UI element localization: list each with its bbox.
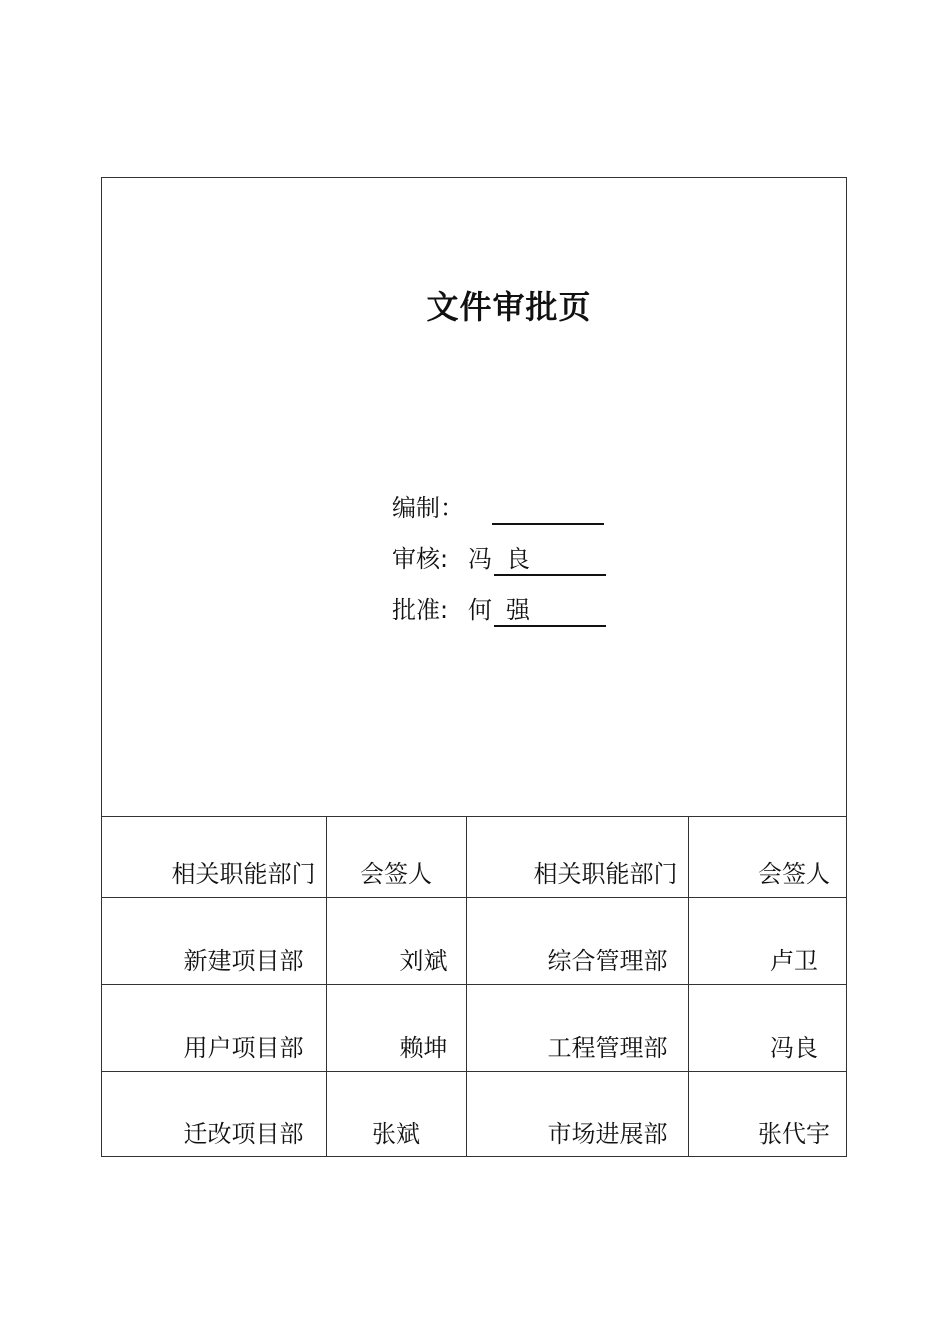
signer-cell: 张斌 [326, 1072, 466, 1158]
table-row [102, 898, 846, 985]
header-cell: 会签人 [326, 817, 466, 898]
department-cell: 综合管理部 [466, 898, 688, 985]
signer-cell: 张代宇 [688, 1072, 846, 1158]
page-title: 文件审批页 [426, 288, 592, 326]
department-cell: 迁改项目部 [102, 1072, 326, 1158]
table-row [102, 1072, 846, 1158]
department-cell: 市场进展部 [466, 1072, 688, 1158]
header-cell: 相关职能部门 [102, 817, 326, 898]
department-cell: 新建项目部 [102, 898, 326, 985]
signer-cell: 刘斌 [326, 898, 466, 985]
table-header-row [102, 817, 846, 898]
signature-name: 冯良 [468, 545, 544, 573]
table-row [102, 985, 846, 1072]
signature-underline [494, 574, 606, 576]
signature-label: 编制： [392, 494, 464, 522]
header-cell: 相关职能部门 [466, 817, 688, 898]
signature-row-reviewed [392, 539, 632, 590]
signature-label: 审核: [392, 545, 449, 573]
header-cell: 会签人 [688, 817, 846, 898]
signer-cell: 卢卫 [688, 898, 846, 985]
signature-row-approved [392, 590, 632, 641]
signature-underline [492, 523, 604, 525]
signature-row-prepared [392, 488, 632, 539]
countersign-table [102, 816, 846, 1157]
signer-cell: 赖坤 [326, 985, 466, 1072]
department-cell: 工程管理部 [466, 985, 688, 1072]
signature-underline [494, 625, 606, 627]
signature-block [392, 488, 632, 641]
department-cell: 用户项目部 [102, 985, 326, 1072]
approval-page-frame [101, 177, 847, 1157]
signature-label: 批准: [392, 596, 449, 624]
signature-name: 何强 [468, 596, 544, 624]
signer-cell: 冯良 [688, 985, 846, 1072]
